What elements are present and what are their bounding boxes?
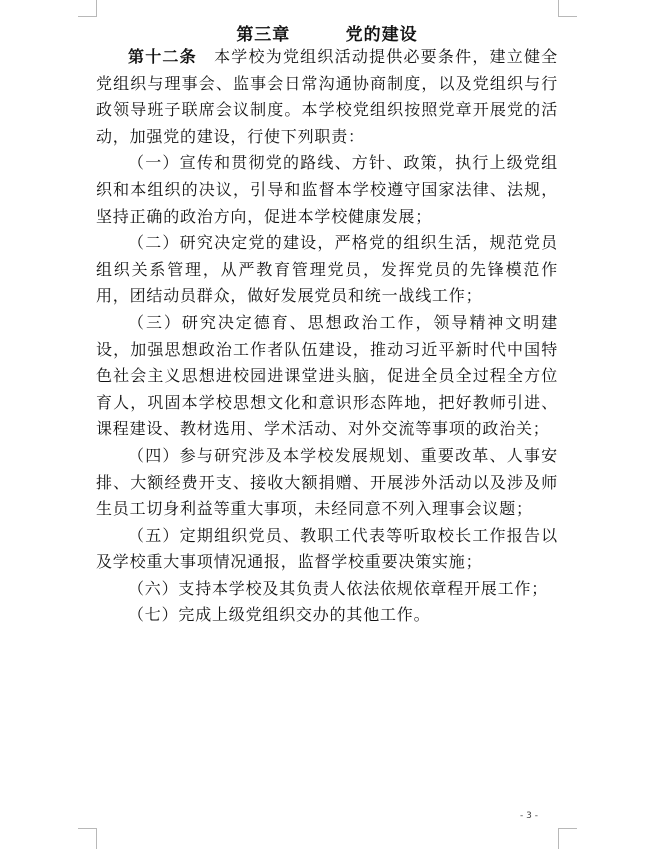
chapter-number: 第三章 — [236, 25, 291, 45]
article-number: 第十二条 — [128, 47, 197, 66]
duty-item-4: （四）参与研究涉及本学校发展规划、重要改革、人事安排、大额经费开支、接收大额捐赠、开展涉外活动以及涉及师生员工切身利益等重大事项，未经同意不列入理事会议题； — [96, 445, 558, 519]
article-intro-paragraph — [96, 44, 558, 150]
crop-mark-top-left — [78, 0, 97, 17]
crop-mark-bottom-left — [78, 828, 97, 849]
crop-mark-bottom-right — [558, 828, 577, 849]
article-body — [96, 44, 558, 629]
duty-item-1: （一）宣传和贯彻党的路线、方针、政策，执行上级党组织和本组织的决议，引导和监督本学校遵守国家法律、法规，坚持正确的政治方向，促进本学校健康发展； — [96, 153, 558, 226]
duty-item-6: （六）支持本学校及其负责人依法依规依章程开展工作； — [128, 578, 549, 598]
duty-item-5: （五）定期组织党员、教职工代表等听取校长工作报告以及学校重大事项情况通报，监督学校重要决策实施； — [96, 525, 558, 572]
duty-item-7: （七）完成上级党组织交办的其他工作。 — [128, 605, 431, 625]
crop-mark-top-right — [558, 0, 577, 17]
chapter-title: 党的建设 — [345, 25, 418, 45]
duty-item-3: （三）研究决定德育、思想政治工作，领导精神文明建设，加强思想政治工作者队伍建设，推动习近平新时代中国特色社会主义思想进校园进课堂进头脑，促进全员全过程全方位育人，巩固本学校思想文化和意识形态阵地，把好教师引进、课程建设、教材选用、学术活动、对外交流等事项的政治关； — [96, 312, 558, 439]
article-intro-text: 本学校为党组织活动提供必要条件，建立健全党组织与理事会、监事会日常沟通协商制度，以及党组织与行政领导班子联席会议制度。本学校党组织按照党章开展党的活动，加强党的建设，行使下列职责： — [96, 47, 558, 146]
page-number: - 3 - — [520, 811, 538, 821]
chapter-heading — [96, 20, 558, 45]
duty-item-2: （二）研究决定党的建设，严格党的组织生活，规范党员组织关系管理，从严教育管理党员，发挥党员的先锋模范作用，团结动员群众，做好发展党员和统一战线工作； — [96, 233, 558, 306]
